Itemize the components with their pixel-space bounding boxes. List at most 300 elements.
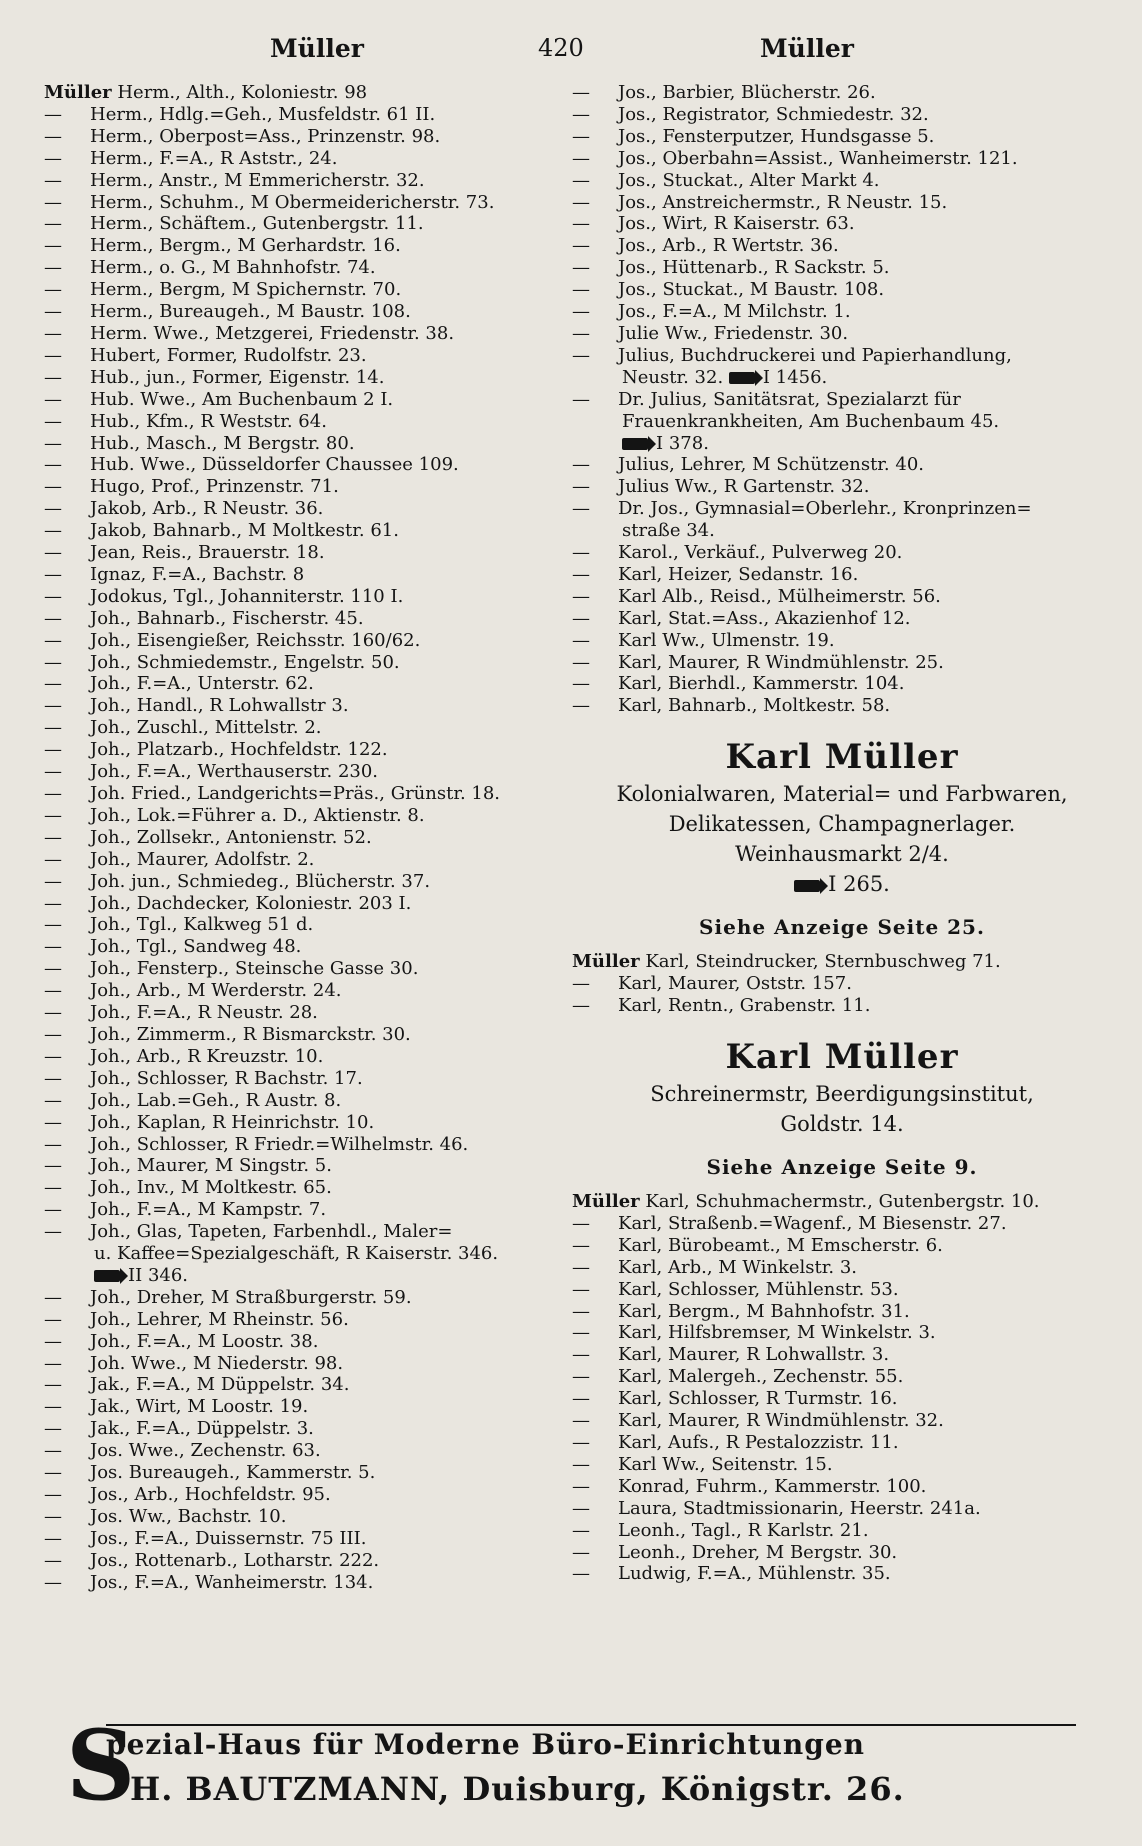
ditto-dash: — (572, 1256, 590, 1278)
ditto-dash: — (572, 257, 590, 279)
ditto-dash: — (572, 82, 590, 103)
entry-phone: I 378. (656, 432, 709, 454)
directory-entry (572, 1563, 1112, 1585)
directory-entry (44, 498, 554, 520)
entry-text: Joh., F.=A., R Neustr. 28. (90, 1002, 318, 1024)
directory-entry (44, 411, 554, 433)
entry-text: Julius Ww., R Gartenstr. 32. (618, 476, 870, 498)
directory-entry (572, 1476, 1112, 1498)
directory-entry (44, 608, 554, 630)
entry-phone-line (572, 433, 1112, 455)
directory-entry (44, 1024, 554, 1046)
directory-entry (44, 1155, 554, 1177)
ditto-dash: — (44, 1505, 62, 1527)
directory-entry (572, 301, 1112, 323)
entry-text: Herm., F.=A., R Aststr., 24. (90, 147, 338, 169)
page-number: 420 (538, 34, 584, 62)
entry-text: Jodokus, Tgl., Johanniterstr. 110 I. (90, 585, 404, 607)
directory-entry (44, 279, 554, 301)
entry-text: Karl, Heizer, Sedanstr. 16. (618, 563, 859, 585)
directory-entry (572, 389, 1112, 411)
directory-entry (572, 1344, 1112, 1366)
directory-entry (572, 279, 1112, 301)
entry-text: Jos., F.=A., M Milchstr. 1. (618, 301, 851, 323)
directory-entry (572, 126, 1112, 148)
entry-text: Herm., Schuhm., M Obermeidericherstr. 73. (90, 191, 495, 213)
entry-text: Ludwig, F.=A., Mühlenstr. 35. (618, 1563, 891, 1585)
ditto-dash: — (44, 936, 62, 958)
entry-phone: II 346. (128, 1264, 189, 1286)
entry-text: Karl, Hilfsbremser, M Winkelstr. 3. (618, 1322, 936, 1344)
entry-text: Leonh., Tagl., R Karlstr. 21. (618, 1519, 869, 1541)
ditto-dash: — (44, 1045, 62, 1067)
ditto-dash: — (44, 366, 62, 388)
directory-entry (44, 1484, 554, 1506)
right-column-top (572, 82, 1112, 717)
ditto-dash: — (44, 476, 62, 498)
directory-entry (572, 564, 1112, 586)
directory-entry (572, 608, 1112, 630)
header-left: Müller (270, 34, 364, 63)
entry-text: Karl, Maurer, R Windmühlenstr. 25. (618, 651, 944, 673)
directory-entry (44, 126, 554, 148)
directory-entry (44, 783, 554, 805)
directory-entry (44, 805, 554, 827)
entry-text: Joh., Fensterp., Steinsche Gasse 30. (90, 958, 419, 980)
entry-text: Joh., F.=A., Unterstr. 62. (90, 673, 314, 695)
entry-text: Hubert, Former, Rudolfstr. 23. (90, 344, 367, 366)
entry-text: Herm., Schäftem., Gutenbergstr. 11. (90, 213, 424, 235)
entry-text: Karl, Arb., M Winkelstr. 3. (618, 1256, 857, 1278)
directory-entry (572, 213, 1112, 235)
ditto-dash: — (44, 804, 62, 826)
ditto-dash: — (572, 1322, 590, 1344)
directory-entry (572, 170, 1112, 192)
entry-text: Jakob, Arb., R Neustr. 36. (90, 498, 324, 520)
ditto-dash: — (44, 191, 62, 213)
ad-phone (572, 869, 1112, 899)
entry-text: Joh., Arb., M Werderstr. 24. (90, 980, 342, 1002)
ditto-dash: — (572, 125, 590, 147)
telephone-icon (729, 372, 755, 384)
directory-entry (44, 454, 554, 476)
entry-surname: Müller (572, 951, 640, 973)
ditto-dash: — (572, 1388, 590, 1410)
entry-text: Karl, Maurer, Oststr. 157. (618, 973, 852, 995)
entry-text: Hugo, Prof., Prinzenstr. 71. (90, 476, 339, 498)
directory-entry (44, 257, 554, 279)
ditto-dash: — (572, 301, 590, 323)
directory-entry (44, 542, 554, 564)
entry-text: Jos. Bureaugeh., Kammerstr. 5. (90, 1462, 376, 1484)
ditto-dash: — (44, 257, 62, 279)
directory-entry (44, 148, 554, 170)
ditto-dash: — (572, 629, 590, 651)
ad-title: Karl Müller (725, 1037, 959, 1077)
entry-text: Jos., Wirt, R Kaiserstr. 63. (618, 213, 855, 235)
entry-phone-line (44, 1265, 554, 1287)
entry-text: Karl, Bierhdl., Kammerstr. 104. (618, 673, 905, 695)
ditto-dash: — (572, 651, 590, 673)
directory-entry (44, 564, 554, 586)
ad-reference: Siehe Anzeige Seite 25. (699, 915, 985, 940)
ditto-dash: — (44, 235, 62, 257)
ditto-dash: — (572, 279, 590, 301)
ditto-dash: — (44, 542, 62, 564)
directory-entry (44, 213, 554, 235)
entry-text: Joh. jun., Schmiedeg., Blücherstr. 37. (90, 870, 431, 892)
entry-text: Joh., Eisengießer, Reichsstr. 160/62. (90, 629, 421, 651)
directory-entry (44, 849, 554, 871)
entry-text: Joh., F.=A., Werthauserstr. 230. (90, 761, 379, 783)
entry-text: Herm., Alth., Koloniestr. 98 (117, 82, 368, 103)
ditto-dash: — (572, 973, 590, 995)
directory-entry (44, 1418, 554, 1440)
entry-continuation (572, 411, 1112, 433)
entry-text: Herm., o. G., M Bahnhofstr. 74. (90, 257, 376, 279)
directory-entry (44, 1528, 554, 1550)
directory-entry (44, 1090, 554, 1112)
directory-entry (572, 235, 1112, 257)
ditto-dash: — (44, 1396, 62, 1418)
directory-entry (44, 827, 554, 849)
entry-text: Joh., Schlosser, R Bachstr. 17. (90, 1067, 363, 1089)
ditto-dash: — (572, 476, 590, 498)
directory-entry (44, 1134, 554, 1156)
directory-entry (572, 951, 1112, 973)
ditto-dash: — (44, 1462, 62, 1484)
entry-text: Karl, Bahnarb., Moltkestr. 58. (618, 695, 891, 717)
directory-entry (44, 1287, 554, 1309)
ditto-dash: — (572, 322, 590, 344)
entry-text: Karl, Schlosser, Mühlenstr. 53. (618, 1278, 899, 1300)
directory-entry (44, 1550, 554, 1572)
ditto-dash: — (572, 103, 590, 125)
entry-text: Julius, Lehrer, M Schützenstr. 40. (618, 454, 924, 476)
directory-entry (44, 1572, 554, 1594)
entry-text: Karol., Verkäuf., Pulverweg 20. (618, 542, 903, 564)
ditto-dash: — (44, 870, 62, 892)
ditto-dash: — (572, 1497, 590, 1519)
directory-entry (572, 695, 1112, 717)
entry-text: Herm., Hdlg.=Geh., Musfeldstr. 61 II. (90, 103, 436, 125)
entry-surname: Müller (44, 82, 112, 103)
entry-continuation-text: straße 34. (622, 520, 715, 542)
directory-entry (44, 301, 554, 323)
footer-advertisement (66, 1709, 1076, 1822)
directory-entry (572, 148, 1112, 170)
directory-entry (44, 673, 554, 695)
ditto-dash: — (572, 563, 590, 585)
entry-text: Hub. Wwe., Am Buchenbaum 2 I. (90, 388, 394, 410)
entry-text: Jak., F.=A., Düppelstr. 3. (90, 1418, 314, 1440)
directory-entry (572, 1520, 1112, 1542)
telephone-icon (622, 438, 648, 450)
entry-text: Joh., Lab.=Geh., R Austr. 8. (90, 1089, 342, 1111)
directory-entry (44, 652, 554, 674)
directory-entry (44, 1177, 554, 1199)
entry-text: Joh., Tgl., Kalkweg 51 d. (90, 914, 314, 936)
ditto-dash: — (44, 1023, 62, 1045)
entry-text: Herm., Anstr., M Emmericherstr. 32. (90, 169, 425, 191)
ditto-dash: — (572, 1344, 590, 1366)
ditto-dash: — (44, 651, 62, 673)
entry-text: Joh., Dachdecker, Koloniestr. 203 I. (90, 892, 412, 914)
entry-continuation (572, 367, 1112, 389)
ditto-dash: — (44, 213, 62, 235)
ad-line: Schreinermstr, Beerdigungsinstitut, (650, 1082, 1034, 1106)
directory-entry (572, 1498, 1112, 1520)
directory-entry (44, 82, 554, 104)
left-column (44, 82, 554, 1594)
ditto-dash: — (44, 454, 62, 476)
directory-entry (572, 1366, 1112, 1388)
ditto-dash: — (44, 432, 62, 454)
entry-text: Joh., Tgl., Sandweg 48. (90, 936, 302, 958)
entry-text: Jean, Reis., Brauerstr. 18. (90, 542, 325, 564)
ditto-dash: — (572, 1212, 590, 1234)
ditto-dash: — (44, 717, 62, 739)
directory-entry (44, 1199, 554, 1221)
entry-text: Jos., Oberbahn=Assist., Wanheimerstr. 121. (618, 147, 1018, 169)
entry-continuation (572, 520, 1112, 542)
ad-line: Delikatessen, Champagnerlager. (668, 812, 1016, 837)
ditto-dash: — (44, 498, 62, 520)
directory-entry (44, 1331, 554, 1353)
entry-text: Jos., Arb., Hochfeldstr. 95. (90, 1484, 331, 1505)
directory-entry (572, 192, 1112, 214)
ditto-dash: — (44, 344, 62, 366)
entry-text: Karl, Maurer, R Lohwallstr. 3. (618, 1344, 890, 1366)
directory-entry (572, 1279, 1112, 1301)
ditto-dash: — (572, 1541, 590, 1563)
ditto-dash: — (572, 1453, 590, 1475)
ditto-dash: — (572, 695, 590, 717)
entry-text: Jos., Rottenarb., Lotharstr. 222. (90, 1549, 380, 1571)
ditto-dash: — (44, 761, 62, 783)
ditto-dash: — (44, 783, 62, 804)
ditto-dash: — (44, 1199, 62, 1221)
ad-line: Kolonialwaren, Material= und Farbwaren, (616, 782, 1068, 807)
entry-text: Joh., Bahnarb., Fischerstr. 45. (90, 607, 364, 629)
entry-text: Joh., Lok.=Führer a. D., Aktienstr. 8. (90, 804, 425, 826)
entry-text: Joh., Schlosser, R Friedr.=Wilhelmstr. 46. (90, 1133, 469, 1155)
footer-line-2: H. BAUTZMANN, Duisburg, Königstr. 26. (130, 1770, 905, 1808)
entry-text: Jos., Registrator, Schmiedestr. 32. (618, 103, 929, 125)
ditto-dash: — (44, 826, 62, 848)
entry-text: Hub., Kfm., R Weststr. 64. (90, 410, 327, 432)
ditto-dash: — (44, 1221, 62, 1243)
entry-text: Joh., Dreher, M Straßburgerstr. 59. (90, 1286, 412, 1308)
ditto-dash: — (44, 1089, 62, 1111)
entry-text: Herm., Oberpost=Ass., Prinzenstr. 98. (90, 125, 441, 147)
directory-entry (572, 104, 1112, 126)
entry-text: Jos. Wwe., Zechenstr. 63. (90, 1440, 321, 1462)
directory-entry (44, 1309, 554, 1331)
entry-text: Jak., Wirt, M Loostr. 19. (90, 1396, 309, 1418)
directory-entry (572, 973, 1112, 995)
directory-entry (44, 520, 554, 542)
directory-entry (572, 454, 1112, 476)
ditto-dash: — (572, 169, 590, 191)
advertisement-karl-mueller-schreiner (572, 1035, 1112, 1179)
right-column-mid (572, 951, 1112, 1017)
ditto-dash: — (572, 1519, 590, 1541)
directory-entry (572, 1388, 1112, 1410)
entry-text: Leonh., Dreher, M Bergstr. 30. (618, 1541, 898, 1563)
entry-text: Jos., Fensterputzer, Hundsgasse 5. (618, 125, 935, 147)
directory-entry (44, 871, 554, 893)
directory-entry (572, 82, 1112, 104)
directory-entry (572, 1301, 1112, 1323)
entry-text: Karl, Schlosser, R Turmstr. 16. (618, 1388, 898, 1410)
ditto-dash: — (44, 125, 62, 147)
ditto-dash: — (44, 301, 62, 323)
entry-text: Joh., Glas, Tapeten, Farbenhdl., Maler= (90, 1221, 453, 1243)
entry-continuation-text: u. Kaffee=Spezialgeschäft, R Kaiserstr. 346. (94, 1243, 499, 1265)
entry-text: Jos., Arb., R Wertstr. 36. (618, 235, 839, 257)
ditto-dash: — (44, 1549, 62, 1571)
ditto-dash: — (572, 235, 590, 257)
directory-entry (572, 1322, 1112, 1344)
directory-entry (44, 958, 554, 980)
ditto-dash: — (44, 520, 62, 542)
entry-text: Joh. Fried., Landgerichts=Präs., Grünstr. 18. (90, 783, 501, 804)
entry-text: Karl, Steindrucker, Sternbuschweg 71. (645, 951, 1001, 973)
directory-entry (44, 1068, 554, 1090)
entry-text: Karl, Rentn., Grabenstr. 11. (618, 995, 871, 1017)
ditto-dash: — (44, 1067, 62, 1089)
entry-text: Karl, Aufs., R Pestalozzistr. 11. (618, 1431, 899, 1453)
ditto-dash: — (44, 563, 62, 585)
ad-line: Weinhausmarkt 2/4. (735, 842, 949, 867)
entry-text: Jos., F.=A., Duissernstr. 75 III. (90, 1527, 367, 1549)
entry-text: Jos., Stuckat., Alter Markt 4. (618, 169, 880, 191)
entry-continuation-text: Frauenkrankheiten, Am Buchenbaum 45. (622, 410, 1000, 432)
ditto-dash: — (44, 695, 62, 717)
ditto-dash: — (44, 892, 62, 914)
ditto-dash: — (572, 673, 590, 695)
right-column (572, 82, 1112, 1585)
ditto-dash: — (44, 958, 62, 980)
entry-text: Joh., Zuschl., Mittelstr. 2. (90, 717, 322, 739)
ditto-dash: — (572, 1366, 590, 1388)
entry-text: Karl Ww., Seitenstr. 15. (618, 1453, 833, 1475)
directory-entry (44, 586, 554, 608)
ditto-dash: — (44, 848, 62, 870)
ad-reference: Siehe Anzeige Seite 9. (706, 1155, 978, 1179)
entry-text: Herm., Bergm, M Spichernstr. 70. (90, 279, 402, 301)
ditto-dash: — (572, 213, 590, 235)
entry-text: Joh., Schmiedemstr., Engelstr. 50. (90, 651, 400, 673)
entry-text: Joh., Inv., M Moltkestr. 65. (90, 1177, 332, 1199)
entry-text: Jos. Ww., Bachstr. 10. (90, 1505, 287, 1527)
entry-text: Karl, Malergeh., Zechenstr. 55. (618, 1366, 904, 1388)
footer-line-1: pezial-Haus für Moderne Büro-Einrichtungen (106, 1728, 866, 1761)
ditto-dash: — (44, 1111, 62, 1133)
ad-phone-number: I 265. (828, 872, 890, 897)
entry-text: Dr. Jos., Gymnasial=Oberlehr., Kronprinzen= (618, 498, 1032, 520)
directory-entry (44, 914, 554, 936)
directory-entry (44, 1440, 554, 1462)
right-column-bottom (572, 1191, 1112, 1585)
directory-entry (44, 630, 554, 652)
entry-text: Joh., Maurer, M Singstr. 5. (90, 1155, 332, 1177)
ditto-dash: — (44, 607, 62, 629)
directory-entry (572, 1410, 1112, 1432)
directory-entry (572, 1432, 1112, 1454)
ditto-dash: — (44, 980, 62, 1002)
directory-entry (572, 1235, 1112, 1257)
directory-entry (44, 433, 554, 455)
directory-entry (572, 323, 1112, 345)
ditto-dash: — (44, 147, 62, 169)
telephone-icon (794, 880, 820, 892)
ditto-dash: — (572, 1475, 590, 1497)
entry-text: Hub., Masch., M Bergstr. 80. (90, 432, 355, 454)
entry-text: Karl, Bürobeamt., M Emscherstr. 6. (618, 1234, 943, 1256)
ditto-dash: — (572, 344, 590, 366)
ad-title: Karl Müller (725, 737, 959, 778)
entry-text: Julius, Buchdruckerei und Papierhandlung, (618, 344, 1012, 366)
advertisement-karl-mueller-kolonialwaren (572, 735, 1112, 939)
ditto-dash: — (572, 191, 590, 213)
entry-text: Joh., Kaplan, R Heinrichstr. 10. (90, 1111, 375, 1133)
ditto-dash: — (572, 1234, 590, 1256)
ditto-dash: — (572, 542, 590, 564)
directory-entry (44, 104, 554, 126)
directory-entry (44, 893, 554, 915)
entry-text: Herm. Wwe., Metzgerei, Friedenstr. 38. (90, 322, 455, 344)
entry-text: Karl Ww., Ulmenstr. 19. (618, 629, 835, 651)
directory-entry (572, 652, 1112, 674)
entry-text: Konrad, Fuhrm., Kammerstr. 100. (618, 1475, 927, 1497)
ditto-dash: — (572, 1410, 590, 1432)
ditto-dash: — (44, 103, 62, 125)
entry-text: Jak., F.=A., M Düppelstr. 34. (90, 1374, 350, 1396)
entry-text: Herm., Bureaugeh., M Baustr. 108. (90, 301, 411, 323)
directory-entry (572, 630, 1112, 652)
entry-text: Karl Alb., Reisd., Mülheimerstr. 56. (618, 585, 941, 607)
ditto-dash: — (44, 1571, 62, 1593)
directory-entry (44, 345, 554, 367)
entry-text: Joh., Arb., R Kreuzstr. 10. (90, 1045, 324, 1067)
ditto-dash: — (44, 914, 62, 936)
entry-text: Jos., Stuckat., M Baustr. 108. (618, 279, 885, 301)
directory-entry (572, 1213, 1112, 1235)
footer-rule (106, 1724, 1076, 1726)
ditto-dash: — (572, 1300, 590, 1322)
entry-phone: I 1456. (762, 366, 828, 388)
ditto-dash: — (44, 1352, 62, 1374)
directory-entry (572, 476, 1112, 498)
ditto-dash: — (44, 279, 62, 301)
directory-entry (44, 1506, 554, 1528)
directory-entry (44, 323, 554, 345)
directory-entry (572, 345, 1112, 367)
directory-entry (572, 1191, 1112, 1213)
ditto-dash: — (44, 1002, 62, 1024)
ditto-dash: — (44, 1418, 62, 1440)
ditto-dash: — (572, 1278, 590, 1300)
entry-text: Joh., F.=A., M Kampstr. 7. (90, 1199, 327, 1221)
directory-entry (572, 1257, 1112, 1279)
entry-text: Hub. Wwe., Düsseldorfer Chaussee 109. (90, 454, 459, 476)
ditto-dash: — (44, 1330, 62, 1352)
ditto-dash: — (44, 1308, 62, 1330)
entry-text: Laura, Stadtmissionarin, Heerstr. 241a. (618, 1497, 981, 1519)
ditto-dash: — (44, 410, 62, 432)
